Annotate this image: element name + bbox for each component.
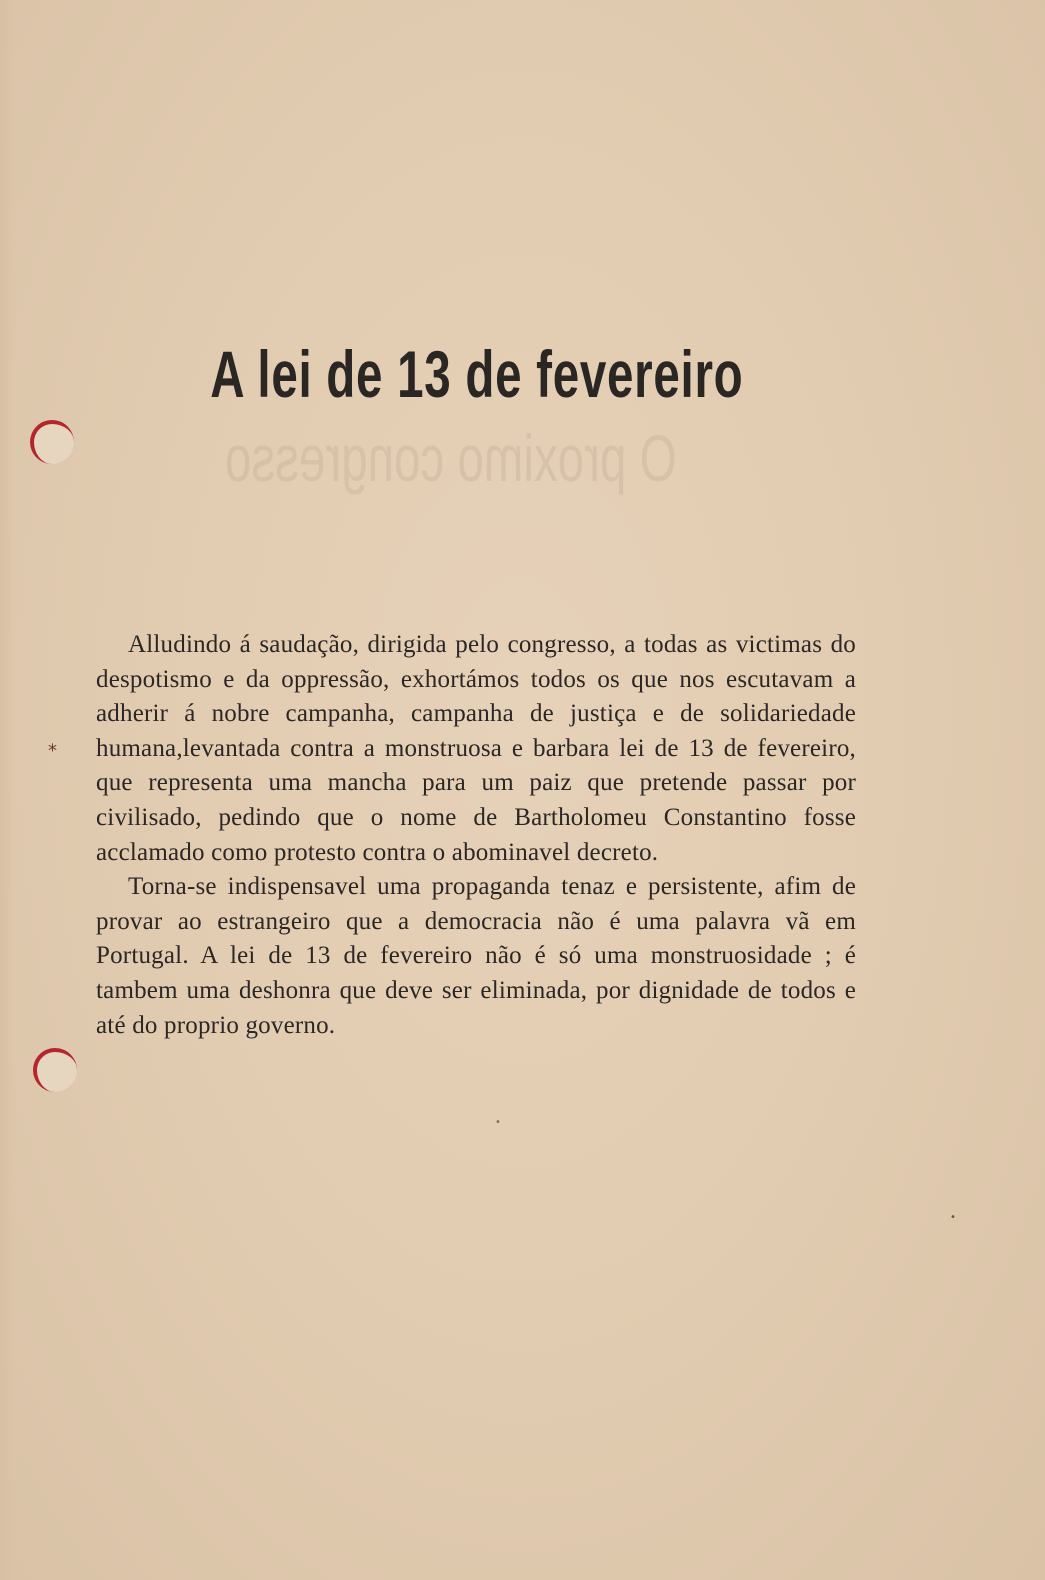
ink-blot-mark: ⁎ (48, 735, 57, 756)
paragraph-1: Alludindo á saudação, dirigida pelo congresso, a todas as victimas do despotismo e da oppressão, exhortámos todos os que nos escutavam a adherir á nobre campanha, campanha de justiça e de solidariedade humana,levantada contra a monstruosa e barbara lei de 13 de fevereiro, que representa uma mancha para um paiz que pretende passar por civilisado, pedindo que o nome de Bartholomeu Constantino fosse acclamado como protesto contra o abominavel decreto. (96, 631, 856, 866)
paragraph-2: Torna-se indispensavel uma propaganda tenaz e persistente, afim de provar ao estrangeiro que a democracia não é uma palavra vã em Portugal. A lei de 13 de fevereiro não é só uma monstruosidade ; é tambem uma deshonra que deve ser eliminada, por dignidade de todos e até do proprio governo. (96, 873, 856, 1039)
punch-hole-top (30, 420, 74, 464)
show-through-reverse-text: O proximo congresso (224, 421, 677, 495)
punch-hole-bottom (33, 1048, 77, 1092)
dust-speck-mark: • (950, 1212, 956, 1223)
page-edge-shadow (0, 0, 14, 1580)
article-body (96, 628, 856, 1043)
page-title: A lei de 13 de fevereiro (210, 337, 744, 411)
dust-speck-mark: • (495, 1117, 501, 1128)
